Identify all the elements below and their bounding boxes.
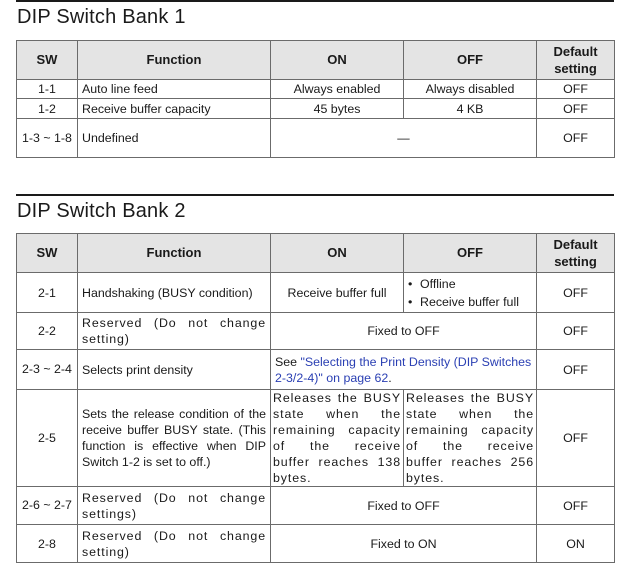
cross-reference-link[interactable]: "Selecting the Print Density (DIP Switches 2-3/2-4)" on page 62 <box>275 354 532 385</box>
cell-default: OFF <box>537 99 615 119</box>
header-off: OFF <box>404 41 537 80</box>
cell-default: OFF <box>537 273 615 313</box>
header-function: Function <box>78 41 271 80</box>
table-row <box>17 487 615 525</box>
header-on: ON <box>271 234 404 273</box>
table-header-row <box>17 234 615 273</box>
cell-function: Reserved (Do not change settings) <box>78 487 271 525</box>
cell-sw: 1-1 <box>17 80 78 99</box>
header-on: ON <box>271 41 404 80</box>
cell-off: Releases the BUSY state when the remaining capacity of the receive buffer reaches 256 bytes. <box>404 390 537 487</box>
cell-on-off <box>271 350 537 390</box>
see-prefix: See <box>275 354 301 369</box>
cell-sw: 2-3 ~ 2-4 <box>17 350 78 390</box>
header-default: Default setting <box>537 234 615 273</box>
header-default: Default setting <box>537 41 615 80</box>
cell-on-off: Fixed to OFF <box>271 487 537 525</box>
cell-default: OFF <box>537 350 615 390</box>
cell-on-off: — <box>271 119 537 158</box>
section-rule <box>16 0 614 2</box>
cell-function: Receive buffer capacity <box>78 99 271 119</box>
bank-1-title: DIP Switch Bank 1 <box>17 6 186 28</box>
table-row <box>17 80 615 99</box>
table-row <box>17 313 615 350</box>
cell-on: Always enabled <box>271 80 404 99</box>
cell-on: 45 bytes <box>271 99 404 119</box>
cell-function: Auto line feed <box>78 80 271 99</box>
cell-function: Handshaking (BUSY condition) <box>78 273 271 313</box>
cell-sw: 2-2 <box>17 313 78 350</box>
cell-default: OFF <box>537 313 615 350</box>
cell-default: OFF <box>537 487 615 525</box>
table-header-row <box>17 41 615 80</box>
table-row <box>17 390 615 487</box>
cell-off: 4 KB <box>404 99 537 119</box>
cell-on-off: Fixed to ON <box>271 525 537 563</box>
cell-default: OFF <box>537 390 615 487</box>
table-row <box>17 525 615 563</box>
cell-default: ON <box>537 525 615 563</box>
cell-sw: 1-3 ~ 1-8 <box>17 119 78 158</box>
cell-default: OFF <box>537 80 615 99</box>
off-condition-list <box>408 275 532 311</box>
cell-off <box>404 273 537 313</box>
cell-on: Receive buffer full <box>271 273 404 313</box>
cell-function: Selects print density <box>78 350 271 390</box>
cell-on: Releases the BUSY state when the remaining capacity of the receive buffer reaches 138 bytes. <box>271 390 404 487</box>
header-function: Function <box>78 234 271 273</box>
cell-sw: 2-8 <box>17 525 78 563</box>
header-off: OFF <box>404 234 537 273</box>
table-row <box>17 273 615 313</box>
cell-sw: 2-5 <box>17 390 78 487</box>
bank-2-table <box>16 233 615 563</box>
cell-sw: 2-6 ~ 2-7 <box>17 487 78 525</box>
cell-off: Always disabled <box>404 80 537 99</box>
table-row <box>17 119 615 158</box>
table-row <box>17 350 615 390</box>
cell-sw: 1-2 <box>17 99 78 119</box>
table-row <box>17 99 615 119</box>
bank-2-title: DIP Switch Bank 2 <box>17 200 186 222</box>
cell-on-off: Fixed to OFF <box>271 313 537 350</box>
header-sw: SW <box>17 234 78 273</box>
cell-function: Reserved (Do not change setting) <box>78 525 271 563</box>
cell-sw: 2-1 <box>17 273 78 313</box>
section-rule <box>16 194 614 196</box>
cell-function: Undefined <box>78 119 271 158</box>
list-item: • Receive buffer full <box>408 293 532 311</box>
cell-function: Sets the release condition of the receive buffer BUSY state. (This function is effective when DIP Switch 1-2 is set to off.) <box>78 390 271 487</box>
list-item: • Offline <box>408 275 532 293</box>
cell-default: OFF <box>537 119 615 158</box>
header-sw: SW <box>17 41 78 80</box>
see-suffix: . <box>388 370 392 385</box>
cell-function: Reserved (Do not change setting) <box>78 313 271 350</box>
bank-1-table <box>16 40 615 158</box>
